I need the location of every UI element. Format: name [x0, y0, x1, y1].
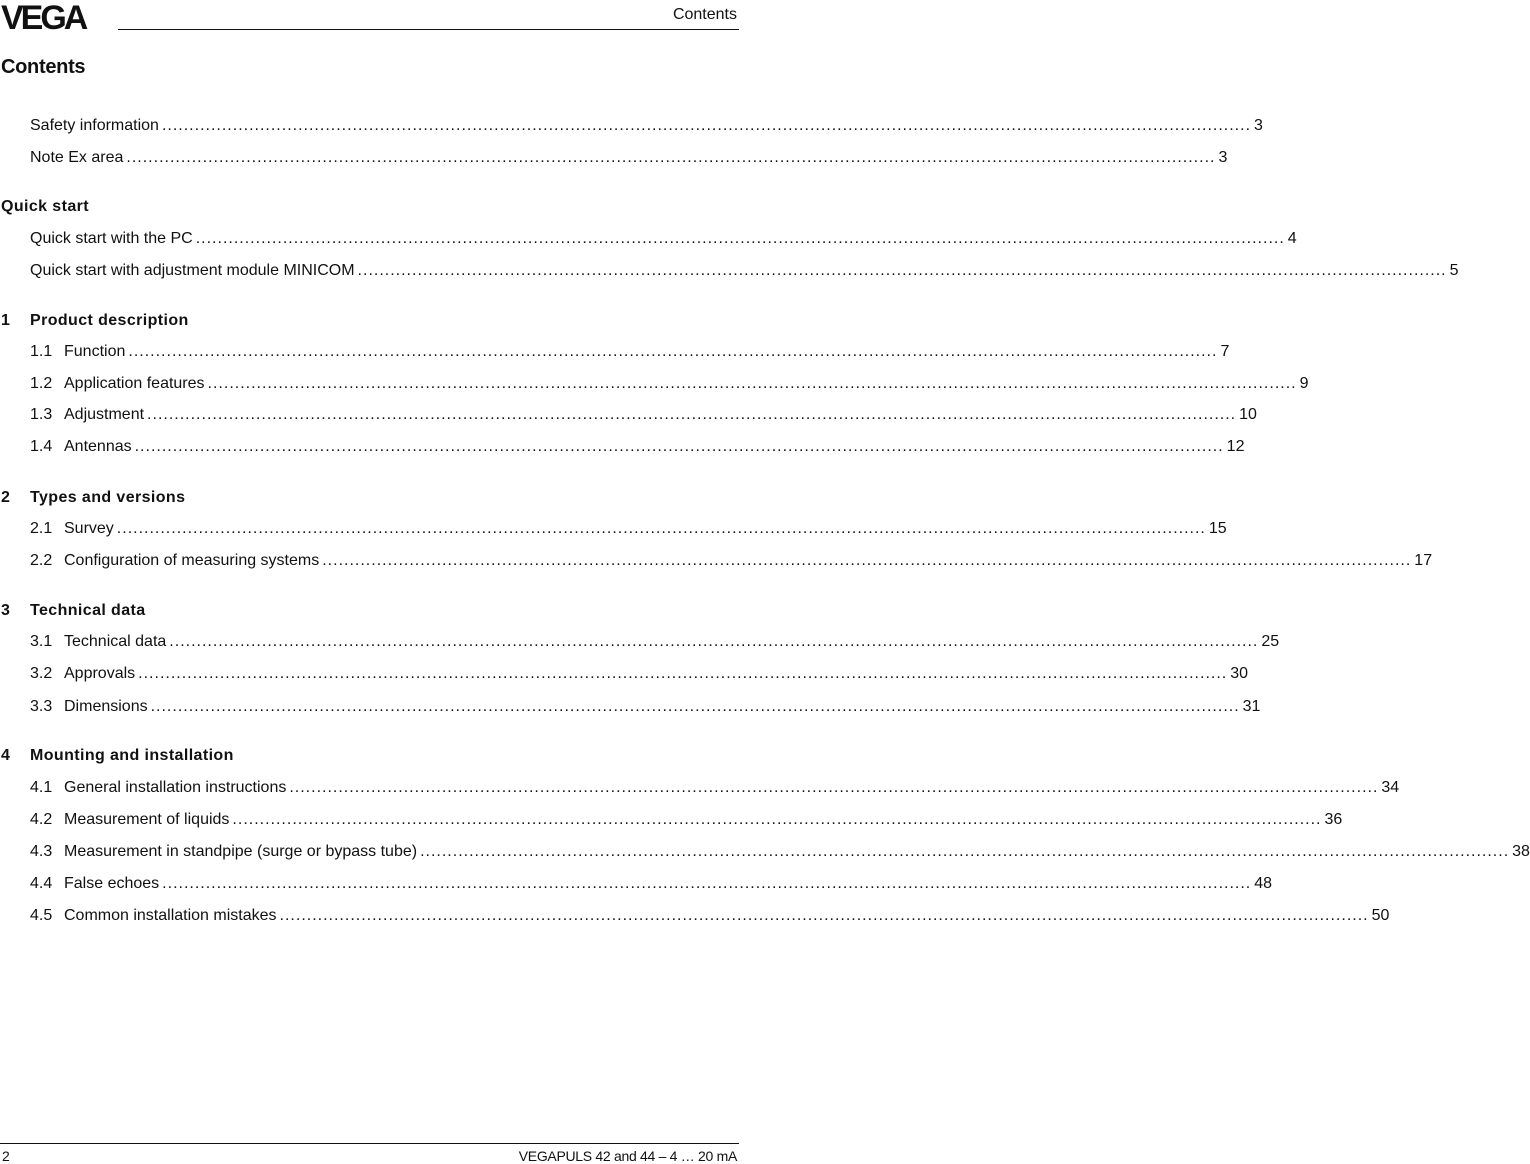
toc-leader-dots: ........................................................................................................................................................................................................	[147, 406, 1237, 423]
toc-entry-1-2[interactable]	[30, 374, 1309, 394]
section-number: 4	[1, 747, 11, 764]
toc-entry-quick-start-pc[interactable]	[30, 229, 1297, 249]
toc-leader-dots: ........................................................................................................................................................................................................	[162, 875, 1252, 892]
toc-entry-note-ex-area[interactable]	[30, 148, 1228, 168]
toc-entry-number: 1.4	[30, 438, 53, 455]
toc-entry-number: 1.2	[30, 375, 53, 392]
section-title: Types and versions	[30, 489, 186, 506]
toc-entry-text: Technical data	[64, 633, 167, 650]
toc-entry-3-1[interactable]	[30, 632, 1280, 652]
toc-entry-page: 25	[1261, 633, 1280, 650]
toc-entry-page: 4	[1287, 230, 1297, 247]
toc-leader-dots: ........................................................................................................................................................................................................	[232, 811, 1322, 828]
toc-entry-4-2[interactable]	[30, 810, 1343, 830]
toc-leader-dots: ........................................................................................................................................................................................................	[150, 698, 1240, 715]
section-number: 2	[1, 489, 11, 506]
toc-leader-dots: ........................................................................................................................................................................................................	[289, 779, 1379, 796]
toc-leader-dots: ........................................................................................................................................................................................................	[116, 520, 1206, 537]
toc-entry-page: 3	[1218, 149, 1228, 166]
toc-entry-text: Adjustment	[64, 406, 145, 423]
toc-heading-quick-start[interactable]	[1, 197, 89, 217]
toc-entry-page: 36	[1324, 811, 1343, 828]
toc-entry-number: 4.4	[30, 875, 53, 892]
toc-entry-text: Survey	[64, 520, 114, 537]
toc-entry-number: 3.3	[30, 698, 53, 715]
toc-entry-text: Safety information	[30, 117, 159, 134]
footer-page-number: 2	[2, 1148, 10, 1164]
toc-entry-page: 31	[1242, 698, 1261, 715]
toc-entry-text: Configuration of measuring systems	[64, 552, 320, 569]
toc-entry-page: 48	[1254, 875, 1273, 892]
toc-entry-number: 4.3	[30, 843, 53, 860]
toc-entry-number: 3.2	[30, 665, 53, 682]
header-title: Contents	[672, 6, 737, 23]
toc-entry-number: 2.1	[30, 520, 53, 537]
toc-entry-number: 1.1	[30, 343, 53, 360]
footer-rule	[0, 1143, 739, 1144]
toc-entry-2-2[interactable]	[30, 551, 1433, 571]
section-title: Quick start	[1, 198, 89, 215]
toc-entry-text: Quick start with the PC	[30, 230, 193, 247]
toc-leader-dots: ........................................................................................................................................................................................................	[279, 907, 1369, 924]
toc-entry-3-3[interactable]	[30, 697, 1261, 717]
toc-entry-text: Approvals	[64, 665, 136, 682]
toc-leader-dots: ........................................................................................................................................................................................................	[169, 633, 1259, 650]
toc-entry-page: 38	[1512, 843, 1530, 860]
toc-leader-dots: ........................................................................................................................................................................................................	[195, 230, 1285, 247]
vega-logo	[1, 0, 109, 37]
toc-entry-page: 30	[1230, 665, 1249, 682]
section-title: Technical data	[30, 602, 146, 619]
toc-entry-2-1[interactable]	[30, 519, 1227, 539]
toc-entry-page: 9	[1299, 375, 1309, 392]
toc-entry-page: 15	[1208, 520, 1227, 537]
section-number: 1	[1, 312, 11, 329]
toc-entry-page: 5	[1449, 262, 1459, 279]
toc-entry-1-3[interactable]	[30, 405, 1257, 425]
toc-entry-text: Antennas	[64, 438, 132, 455]
page-title: Contents	[1, 56, 86, 78]
toc-heading-section-2[interactable]	[1, 488, 185, 508]
toc-entry-1-1[interactable]	[30, 342, 1230, 362]
toc-leader-dots: ........................................................................................................................................................................................................	[357, 262, 1447, 279]
toc-entry-page: 10	[1239, 406, 1257, 423]
toc-entry-text: Dimensions	[64, 698, 148, 715]
toc-entry-number: 4.5	[30, 907, 53, 924]
toc-entry-quick-start-minicom[interactable]	[30, 261, 1459, 281]
toc-leader-dots: ........................................................................................................................................................................................................	[138, 665, 1228, 682]
toc-leader-dots: ........................................................................................................................................................................................................	[134, 438, 1224, 455]
toc-leader-dots: ........................................................................................................................................................................................................	[161, 117, 1252, 134]
toc-entry-number: 2.2	[30, 552, 53, 569]
toc-leader-dots: ........................................................................................................................................................................................................	[322, 552, 1412, 569]
toc-entry-page: 17	[1414, 552, 1433, 569]
header-rule	[118, 29, 739, 30]
toc-entry-text: Quick start with adjustment module MINICOM	[30, 262, 355, 279]
toc-heading-section-4[interactable]	[1, 746, 234, 766]
section-number: 3	[1, 602, 11, 619]
toc-entry-number: 1.3	[30, 406, 53, 423]
toc-heading-section-1[interactable]	[1, 311, 189, 331]
toc-entry-4-1[interactable]	[30, 778, 1400, 798]
toc-entry-text: False echoes	[64, 875, 160, 892]
footer-product-name: VEGAPULS 42 and 44 – 4 … 20 mA	[518, 1148, 737, 1164]
toc-entry-page: 3	[1254, 117, 1263, 134]
toc-entry-4-4[interactable]	[30, 874, 1273, 894]
toc-entry-text: General installation instructions	[64, 779, 287, 796]
toc-entry-number: 3.1	[30, 633, 53, 650]
toc-leader-dots: ........................................................................................................................................................................................................	[126, 149, 1216, 166]
toc-entry-text: Function	[64, 343, 126, 360]
toc-entry-page: 34	[1381, 779, 1400, 796]
toc-entry-page: 7	[1220, 343, 1230, 360]
svg-text:VEGA: VEGA	[1, 0, 86, 37]
section-title: Product description	[30, 312, 189, 329]
toc-entry-text: Application features	[64, 375, 205, 392]
toc-entry-number: 4.2	[30, 811, 53, 828]
toc-leader-dots: ........................................................................................................................................................................................................	[420, 843, 1510, 860]
toc-leader-dots: ........................................................................................................................................................................................................	[128, 343, 1218, 360]
toc-entry-3-2[interactable]	[30, 664, 1249, 684]
toc-entry-text: Note Ex area	[30, 149, 124, 166]
toc-entry-1-4[interactable]	[30, 437, 1245, 457]
toc-entry-page: 12	[1226, 438, 1245, 455]
toc-entry-number: 4.1	[30, 779, 53, 796]
toc-entry-text: Common installation mistakes	[64, 907, 277, 924]
toc-entry-4-5[interactable]	[30, 906, 1390, 926]
toc-leader-dots: ........................................................................................................................................................................................................	[207, 375, 1297, 392]
toc-entry-text: Measurement in standpipe (surge or bypass tube)	[64, 843, 418, 860]
toc-entry-safety-information[interactable]	[30, 116, 1263, 136]
toc-entry-text: Measurement of liquids	[64, 811, 230, 828]
toc-entry-page: 50	[1371, 907, 1390, 924]
toc-entry-4-3[interactable]	[30, 842, 1530, 862]
toc-heading-section-3[interactable]	[1, 601, 146, 621]
section-title: Mounting and installation	[30, 747, 234, 764]
